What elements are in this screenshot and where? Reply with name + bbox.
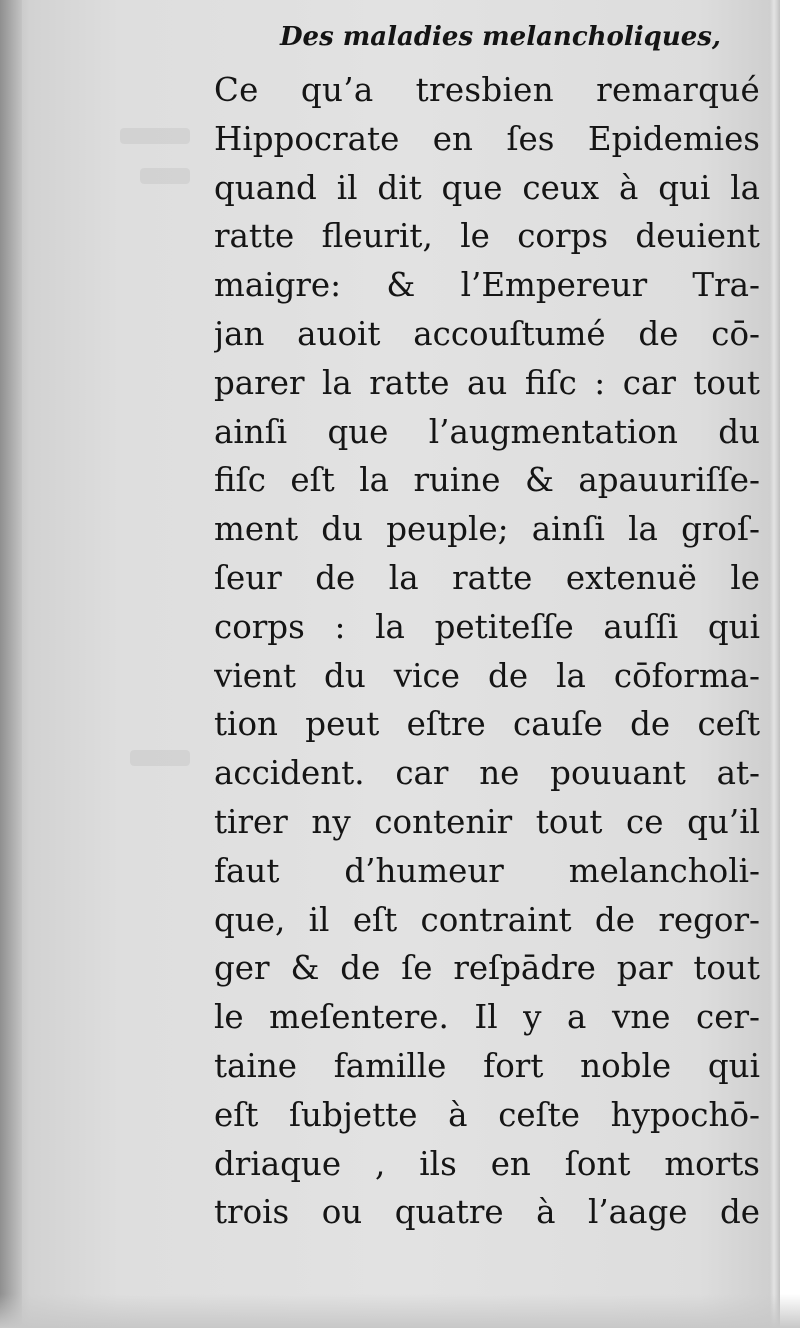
text-line: corps : la petiteſſe auſſi qui bbox=[214, 607, 760, 646]
text-line: taine famille fort noble qui bbox=[214, 1046, 760, 1085]
text-line: le meſentere. Il y a vne cer- bbox=[214, 998, 760, 1037]
show-through-mark bbox=[120, 128, 190, 144]
text-line: parer la ratte au fiſc : car tout bbox=[214, 363, 760, 402]
page-edge-shadow bbox=[774, 0, 780, 1328]
text-line: accident. car ne pouuant at- bbox=[214, 754, 760, 793]
show-through-mark bbox=[130, 750, 190, 766]
body-text bbox=[214, 66, 760, 1237]
text-line: trois ou quatre à l’aage de bbox=[214, 1193, 760, 1232]
text-line: jan auoit accouſtumé de cō- bbox=[214, 314, 760, 353]
text-line: Hippocrate en ſes Epidemies bbox=[214, 119, 760, 158]
text-line: que, il eſt contraint de regor- bbox=[214, 900, 760, 939]
text-line: ainſi que l’augmentation du bbox=[214, 412, 760, 451]
text-line: Ce qu’a tresbien remarqué bbox=[214, 71, 760, 109]
text-line: ger & de ſe reſpādre par tout bbox=[214, 949, 760, 988]
text-line: faut d’humeur melancholi- bbox=[214, 851, 760, 890]
text-line: quand il dit que ceux à qui la bbox=[214, 168, 760, 207]
text-line: maigre: & l’Empereur Tra- bbox=[214, 266, 760, 305]
text-line: ratte fleurit, le corps deuient bbox=[214, 217, 760, 256]
gutter-shadow bbox=[0, 0, 22, 1328]
text-line: eſt ſubjette à ceſte hypochō- bbox=[214, 1095, 760, 1134]
text-line: tion peut eſtre cauſe de ceſt bbox=[214, 705, 760, 744]
text-line: vient du vice de la cōforma- bbox=[214, 656, 760, 695]
text-line: ſeur de la ratte extenuë le bbox=[214, 558, 760, 597]
bottom-margin-shade bbox=[0, 1294, 800, 1328]
text-line: driaque , ils en ſont morts bbox=[214, 1144, 760, 1183]
text-line: fiſc eſt la ruine & apauuriſſe- bbox=[214, 461, 760, 500]
text-line: ment du peuple; ainſi la groſ- bbox=[214, 510, 760, 549]
show-through-mark bbox=[140, 168, 190, 184]
text-line: tirer ny contenir tout ce qu’il bbox=[214, 802, 760, 841]
running-head: Des maladies melancholiques, bbox=[280, 22, 721, 52]
